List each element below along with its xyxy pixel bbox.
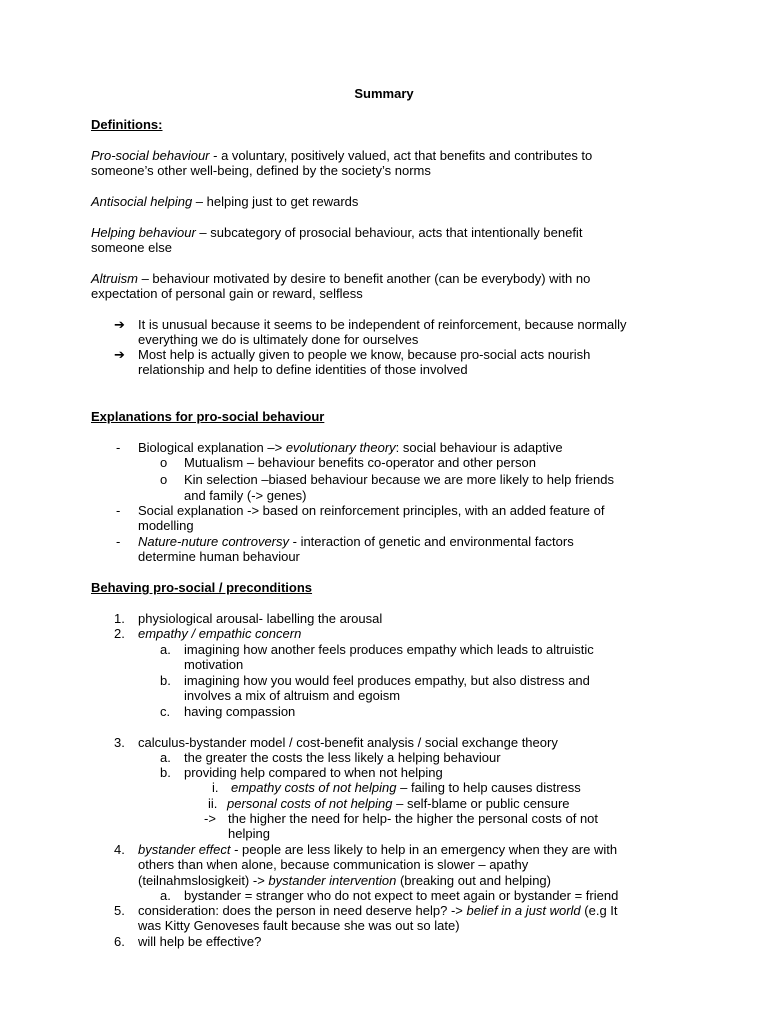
def-prosocial-text: - a voluntary, positively valued, act that benefits and contributes to <box>209 148 593 163</box>
term-altruism: Altruism <box>91 271 138 286</box>
def-helping-line1 <box>91 225 582 240</box>
item-3-arrow-line1: the higher the need for help- the higher the personal costs of not <box>228 811 599 826</box>
item-4a: bystander = stranger who do not expect to meet again or bystander = friend <box>184 888 619 903</box>
term-nature-nuture: Nature-nuture controversy <box>138 534 290 549</box>
item-3b: providing help compared to when not helping <box>184 765 443 780</box>
item-2c: having compassion <box>184 704 296 719</box>
item-5-pre: consideration: does the person in need deserve help? -> <box>138 903 467 918</box>
arrow-text-marker: -> <box>204 811 216 826</box>
explanations-heading: Explanations for pro-social behaviour <box>91 409 325 424</box>
def-altruism-line1 <box>91 271 590 286</box>
term-empathy: empathy / empathic concern <box>138 626 302 641</box>
def-helping-line2: someone else <box>91 240 172 255</box>
term-prosocial: Pro-social behaviour <box>91 148 210 163</box>
term-helping: Helping behaviour <box>91 225 196 240</box>
item-1: physiological arousal- labelling the arousal <box>138 611 383 626</box>
number-marker: 3. <box>114 735 125 750</box>
def-antisocial <box>91 194 358 209</box>
item-4-l3-post: (breaking out and helping) <box>396 873 551 888</box>
kin-selection-line2: and family (-> genes) <box>184 488 307 503</box>
item-5-line1 <box>138 903 618 918</box>
letter-marker: a. <box>160 750 171 765</box>
term-bystander-intervention: bystander intervention <box>268 873 397 888</box>
item-3a: the greater the costs the less likely a helping behaviour <box>184 750 501 765</box>
number-marker: 5. <box>114 903 125 918</box>
number-marker: 1. <box>114 611 125 626</box>
item-5-post: (e.g It <box>580 903 618 918</box>
item-2a-line2: motivation <box>184 657 244 672</box>
nature-nurture-line1 <box>138 534 574 549</box>
kin-selection-line1: Kin selection –biased behaviour because we are more likely to help friends <box>184 472 614 487</box>
social-explanation-line1: Social explanation -> based on reinforcement principles, with an added feature of <box>138 503 605 518</box>
item-5-line2: was Kitty Genoveses fault because she was out so late) <box>138 918 460 933</box>
nature-nurture-line2: determine human behaviour <box>138 549 300 564</box>
definitions-heading: Definitions: <box>91 117 163 132</box>
item-2b-line2: involves a mix of altruism and egoism <box>184 688 401 703</box>
letter-marker: c. <box>160 704 171 719</box>
arrow-bullet-icon: ➔ <box>114 317 125 332</box>
def-antisocial-text: – helping just to get rewards <box>192 194 359 209</box>
letter-marker: a. <box>160 888 171 903</box>
term-antisocial: Antisocial helping <box>91 194 193 209</box>
def-prosocial-line1 <box>91 148 592 163</box>
arrow-point-1-line1: It is unusual because it seems to be independent of reinforcement, because normally <box>138 317 627 332</box>
item-4-l3-pre: (teilnahmslosigkeit) -> <box>138 873 269 888</box>
mutualism: Mutualism – behaviour benefits co-operator and other person <box>184 455 536 470</box>
item-3b-ii <box>227 796 570 811</box>
arrow-bullet-icon: ➔ <box>114 347 125 362</box>
item-4-line2: others than when alone, because communication is slower – apathy <box>138 857 529 872</box>
item-3-arrow-line2: helping <box>228 826 270 841</box>
circle-bullet: o <box>160 455 168 470</box>
term-evolutionary-theory: evolutionary theory <box>285 440 396 455</box>
social-explanation-line2: modelling <box>138 518 194 533</box>
arrow-point-2-line2: relationship and help to define identities of those involved <box>138 362 468 377</box>
nature-post: - interaction of genetic and environmental factors <box>289 534 574 549</box>
item-2 <box>138 626 301 641</box>
item-3: calculus-bystander model / cost-benefit analysis / social exchange theory <box>138 735 558 750</box>
term-just-world: belief in a just world <box>466 903 581 918</box>
item-3b-ii-text: – self-blame or public censure <box>392 796 570 811</box>
bio-post: : social behaviour is adaptive <box>395 440 563 455</box>
item-4-text: - people are less likely to help in an emergency when they are with <box>230 842 618 857</box>
item-4-line3 <box>138 873 551 888</box>
circle-bullet: o <box>160 472 168 487</box>
roman-marker: ii. <box>208 796 218 811</box>
number-marker: 2. <box>114 626 125 641</box>
biological-explanation <box>138 440 563 455</box>
bio-pre: Biological explanation –> <box>138 440 286 455</box>
roman-marker: i. <box>212 780 219 795</box>
term-empathy-costs: empathy costs of not helping <box>231 780 397 795</box>
letter-marker: a. <box>160 642 171 657</box>
def-altruism-line2: expectation of personal gain or reward, selfless <box>91 286 363 301</box>
item-3b-i-text: – failing to help causes distress <box>396 780 581 795</box>
number-marker: 4. <box>114 842 125 857</box>
document-title: Summary <box>354 86 414 101</box>
arrow-point-2-line1: Most help is actually given to people we know, because pro-social acts nourish <box>138 347 591 362</box>
term-bystander-effect: bystander effect <box>138 842 231 857</box>
def-helping-text: – subcategory of prosocial behaviour, acts that intentionally benefit <box>195 225 583 240</box>
letter-marker: b. <box>160 673 171 688</box>
dash-bullet: - <box>116 534 121 549</box>
item-2a-line1: imagining how another feels produces empathy which leads to altruistic <box>184 642 594 657</box>
item-3b-i <box>231 780 581 795</box>
arrow-point-1-line2: everything we do is ultimately done for ourselves <box>138 332 419 347</box>
dash-bullet: - <box>116 440 121 455</box>
letter-marker: b. <box>160 765 171 780</box>
dash-bullet: - <box>116 503 121 518</box>
def-altruism-text: – behaviour motivated by desire to benefit another (can be everybody) with no <box>137 271 591 286</box>
def-prosocial-line2: someone’s other well-being, defined by the society’s norms <box>91 163 431 178</box>
number-marker: 6. <box>114 934 125 949</box>
item-2b-line1: imagining how you would feel produces empathy, but also distress and <box>184 673 590 688</box>
item-6: will help be effective? <box>138 934 262 949</box>
term-personal-costs: personal costs of not helping <box>227 796 393 811</box>
item-4-line1 <box>138 842 617 857</box>
preconditions-heading: Behaving pro-social / preconditions <box>91 580 313 595</box>
